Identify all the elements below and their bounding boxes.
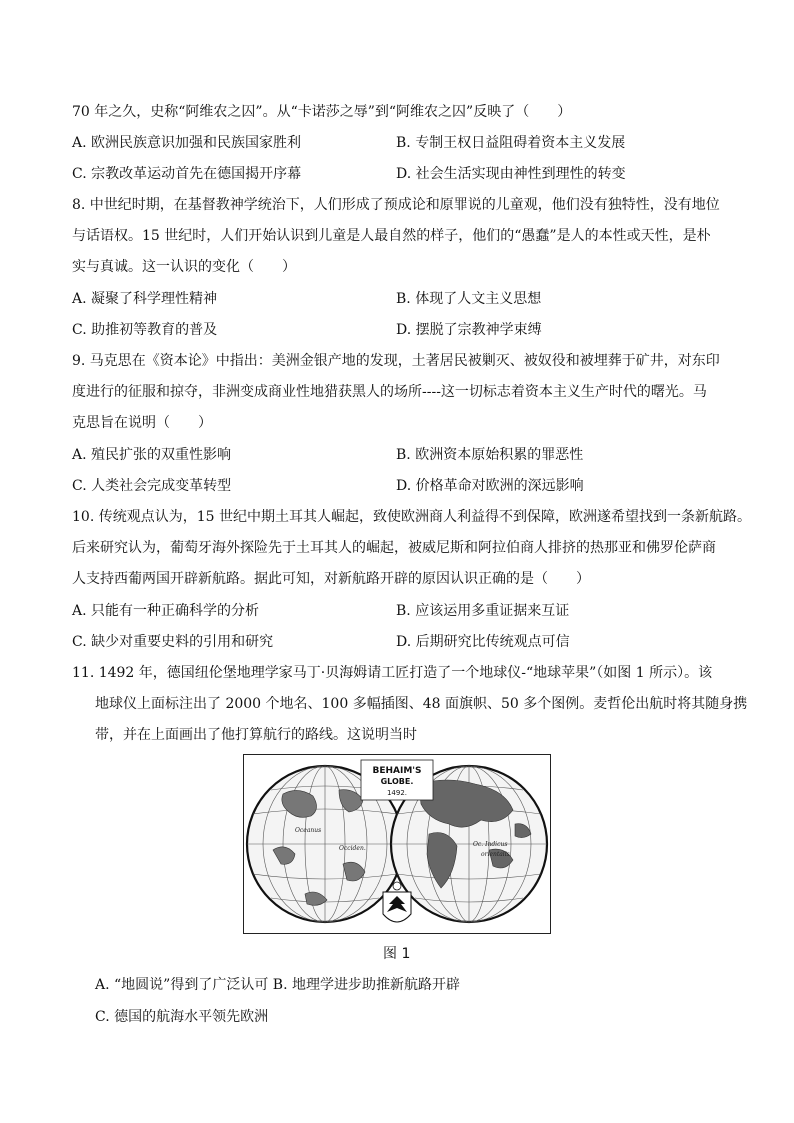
figure-caption: 图 1 (383, 946, 411, 962)
q7-option-c: C. 宗教改革运动首先在德国揭开序幕 (72, 166, 302, 182)
globe-title-line-2: GLOBE. (380, 777, 414, 786)
q10-option-b: B. 应该运用多重证据来互证 (396, 603, 570, 619)
q8-stem-line-1: 8. 中世纪时期，在基督教神学统治下，人们形成了预成论和原罪说的儿童观，他们没有独特性，没有地位 (72, 197, 720, 213)
q11-option-c: C. 德国的航海水平领先欧洲 (95, 1009, 269, 1025)
q8-option-c: C. 助推初等教育的普及 (72, 322, 218, 338)
q9-option-c: C. 人类社会完成变革转型 (72, 478, 232, 494)
q9-stem-line-3: 克思旨在说明（ ） (72, 415, 212, 431)
behaim-globe-figure (243, 754, 551, 934)
q9-option-a: A. 殖民扩张的双重性影响 (72, 447, 232, 463)
svg-text:orientalis: orientalis (481, 851, 510, 858)
q11-stem-line-3: 带，并在上面画出了他打算航行的路线。这说明当时 (95, 727, 417, 743)
q8-stem-line-3: 实与真诚。这一认识的变化（ ） (72, 259, 296, 275)
q7-option-b: B. 专制王权日益阻碍着资本主义发展 (396, 135, 626, 151)
q10-option-c: C. 缺少对重要史料的引用和研究 (72, 634, 274, 650)
q8-option-a: A. 凝聚了科学理性精神 (72, 291, 218, 307)
globe-illustration (243, 754, 551, 934)
q8-option-b: B. 体现了人文主义思想 (396, 291, 542, 307)
q7-stem-tail: 70 年之久，史称“阿维农之囚”。从“卡诺莎之辱”到“阿维农之囚”反映了（ ） (72, 104, 572, 120)
q7-option-a: A. 欧洲民族意识加强和民族国家胜利 (72, 135, 302, 151)
q10-stem-line-1: 10. 传统观点认为，15 世纪中期土耳其人崛起，致使欧洲商人利益得不到保障，欧洲遂希望找到一条新航路。 (72, 509, 751, 525)
svg-text:Oceanus: Oceanus (295, 827, 322, 834)
q8-option-d: D. 摆脱了宗教神学束缚 (396, 322, 542, 338)
q9-option-d: D. 价格革命对欧洲的深远影响 (396, 478, 584, 494)
q7-option-d: D. 社会生活实现由神性到理性的转变 (396, 166, 626, 182)
q9-option-b: B. 欧洲资本原始积累的罪恶性 (396, 447, 584, 463)
globe-title-banner (361, 760, 433, 800)
globe-title-year: 1492. (386, 789, 408, 797)
q11-option-a-b: A. “地圆说”得到了广泛认可 B. 地理学进步助推新航路开辟 (95, 977, 460, 993)
q10-stem-line-2: 后来研究认为，葡萄牙海外探险先于土耳其人的崛起，被威尼斯和阿拉伯商人排挤的热那亚和佛罗伦萨商 (72, 540, 716, 556)
svg-text:Oc. Indicus: Oc. Indicus (473, 841, 508, 848)
q8-stem-line-2: 与话语权。15 世纪时，人们开始认识到儿童是人最自然的样子，他们的“愚蠢”是人的本性或天性，是朴 (72, 228, 711, 244)
q10-option-a: A. 只能有一种正确科学的分析 (72, 603, 260, 619)
q9-stem-line-1: 9. 马克思在《资本论》中指出：美洲金银产地的发现，土著居民被剿灭、被奴役和被埋葬于矿井，对东印 (72, 353, 720, 369)
q11-stem-line-2: 地球仪上面标注出了 2000 个地名、100 多幅插图、48 面旗帜、50 多个图例。麦哲伦出航时将其随身携 (95, 696, 748, 712)
q10-stem-line-3: 人支持西葡两国开辟新航路。据此可知，对新航路开辟的原因认识正确的是（ ） (72, 571, 590, 587)
q11-stem-line-1: 11. 1492 年，德国纽伦堡地理学家马丁·贝海姆请工匠打造了一个地球仪-“地球苹果”（如图 1 所示）。该 (72, 665, 713, 681)
q9-stem-line-2: 度进行的征服和掠夺，非洲变成商业性地猎获黑人的场所----这一切标志着资本主义生产时代的曙光。马 (72, 384, 707, 400)
q10-option-d: D. 后期研究比传统观点可信 (396, 634, 570, 650)
svg-text:Occiden.: Occiden. (339, 845, 366, 852)
globe-title-line-1: BEHAIM'S (372, 766, 422, 776)
